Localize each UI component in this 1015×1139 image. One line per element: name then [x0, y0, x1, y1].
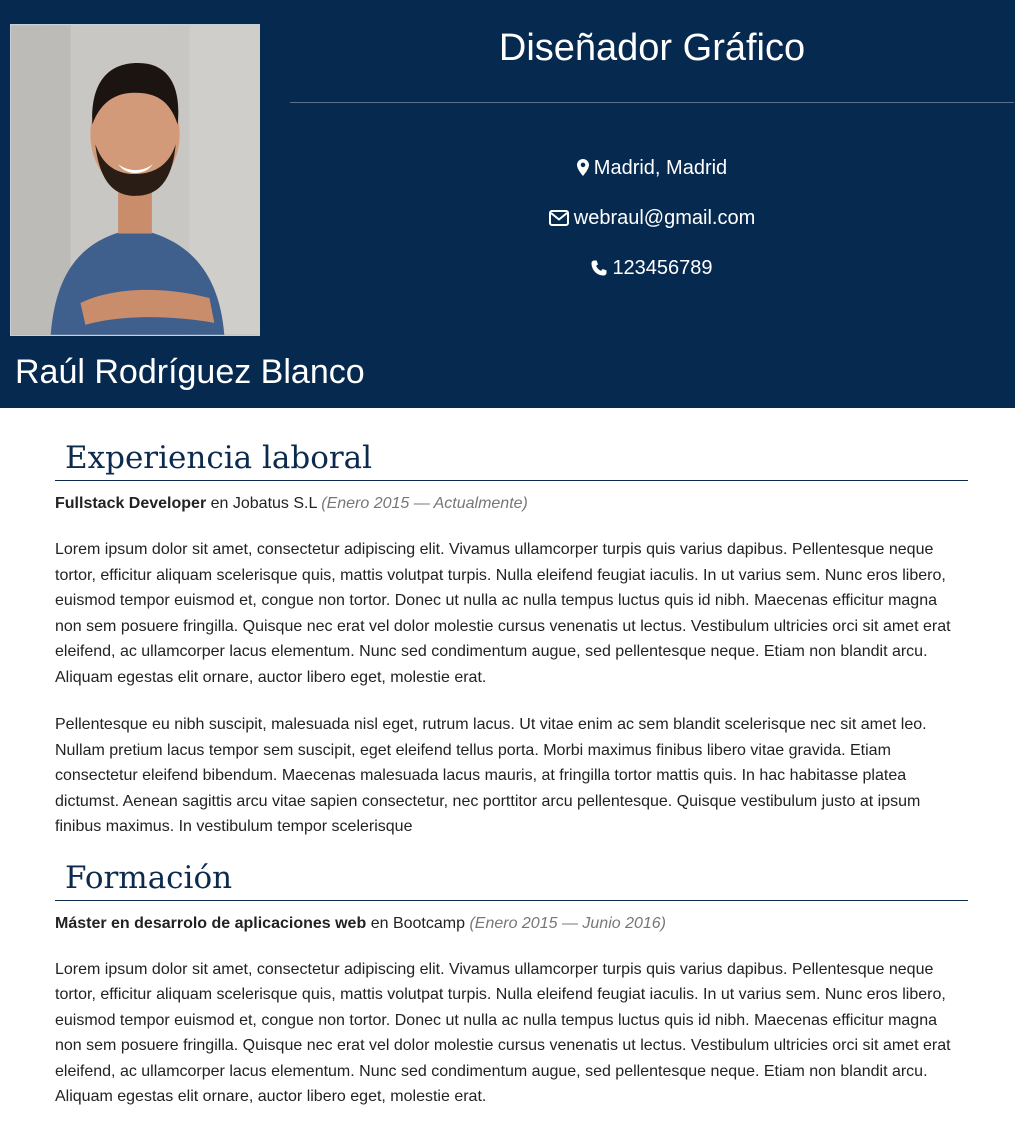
location-text: Madrid, Madrid — [593, 157, 728, 179]
cv-header — [0, 0, 1015, 408]
experience-description: Lorem ipsum dolor sit amet, consectetur adipiscing elit. Vivamus ullamcorper turpis quis varius dapibus. Pellentesque neque tortor, efficitur aliquam scelerisque quis, mattis volutpat turpis. Nulla eleifend feugiat iaculis. In ut varius sem. Nunc eros libero, euismod tempor euismod et, congue non tortor. Donec ut nulla ac nulla tempus luctus quis id nibh. Maecenas efficitur magna non sem posuere fringilla. Quisque nec erat vel dolor molestie cursus venenatis ut lectus. Vestibulum ultricies orci sit amet erat eleifend, ac ullamcorper lacus elementum. Nunc sed condimentum augue, sed pellentesque neque. Etiam non blandit arcu. Aliquam egestas elit ornare, auctor libero eget, molestie erat. — [55, 541, 951, 686]
person-photo-icon — [11, 25, 259, 335]
company-name: Jobatus S.L — [232, 495, 317, 512]
phone-icon — [591, 260, 607, 276]
experience-title: Experiencia laboral — [55, 438, 968, 481]
entry-connector: en — [370, 914, 389, 932]
map-marker-icon — [577, 159, 589, 176]
profile-photo — [10, 24, 260, 336]
job-title: Diseñador Gráfico — [498, 27, 806, 69]
education-section — [55, 858, 968, 1110]
contact-email — [290, 205, 1014, 231]
job-role: Fullstack Developer — [55, 495, 207, 512]
contact-location — [290, 155, 1014, 181]
contact-phone — [290, 255, 1014, 281]
education-description: Lorem ipsum dolor sit amet, consectetur adipiscing elit. Vivamus ullamcorper turpis quis varius dapibus. Pellentesque neque tortor, efficitur aliquam scelerisque quis, mattis volutpat turpis. Nulla eleifend feugiat iaculis. In ut varius sem. Nunc eros libero, euismod tempor euismod et, congue non tortor. Donec ut nulla ac nulla tempus luctus quis id nibh. Maecenas efficitur magna non sem posuere fringilla. Quisque nec erat vel dolor molestie cursus venenatis ut lectus. Vestibulum ultricies orci sit amet erat eleifend, ac ullamcorper lacus elementum. Nunc sed condimentum augue, sed pellentesque neque. Etiam non blandit arcu. Aliquam egestas elit ornare, auctor libero eget, molestie erat. — [55, 960, 951, 1105]
envelope-icon — [549, 210, 569, 226]
title-divider — [290, 102, 1014, 103]
experience-description: Pellentesque eu nibh suscipit, malesuada nisl eget, rutrum lacus. Ut vitae enim ac sem blandit scelerisque nec sit amet leo. Nullam pretium lacus tempor sem suscipit, eget eleifend tellus porta. Morbi maximus finibus libero vitae gravida. Etiam consectetur eleifend bibendum. Maecenas malesuada lacus mauris, at fringilla tortor mattis quis. In hac habitasse platea dictumst. Aenean sagittis arcu vitae sapien consectetur, nec porttitor arcu pellentesque. Quisque vestibulum justo at ipsum finibus maximus. In vestibulum tempor scelerisque — [55, 716, 927, 835]
full-name: Raúl Rodríguez Blanco — [15, 353, 365, 391]
entry-connector: en — [210, 495, 229, 512]
experience-section — [55, 438, 968, 840]
school-name: Bootcamp — [392, 914, 465, 932]
experience-dates: (Enero 2015 — Actualmente) — [321, 495, 528, 512]
education-dates: (Enero 2015 — Junio 2016) — [469, 914, 667, 932]
phone-text: 123456789 — [612, 257, 713, 279]
degree-name: Máster en desarrolo de aplicaciones web — [55, 914, 367, 932]
education-entry — [55, 913, 968, 935]
cv-content — [55, 408, 968, 1110]
education-title: Formación — [55, 858, 968, 901]
email-link[interactable]: webraul@gmail.com — [573, 207, 756, 229]
experience-entry — [55, 493, 968, 515]
